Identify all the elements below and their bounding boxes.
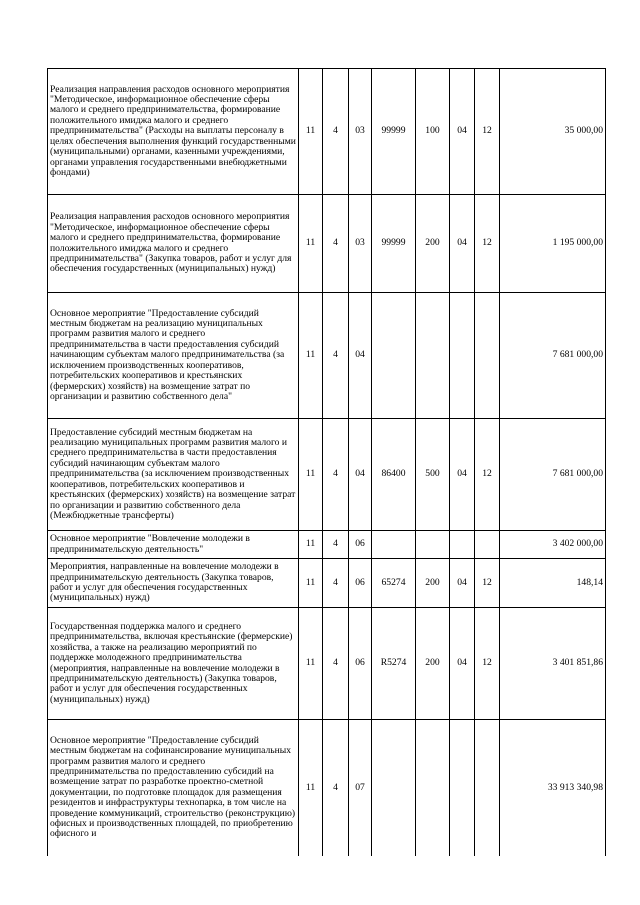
subprogram-code: 4 <box>323 531 349 559</box>
program-code: 11 <box>299 195 323 293</box>
expense-type-code: 100 <box>416 69 450 195</box>
subprogram-code: 4 <box>323 69 349 195</box>
subsection-code <box>475 720 500 856</box>
section-code <box>450 531 475 559</box>
row-description: Государственная поддержка малого и среднего предпринимательства, включая крестьянские (фермерские) хозяйства, а также на реализацию мероприятий по поддержке молодежного предпринимательства (мероприятия, направленные на вовлечение молодежи в предпринимательскую деятельность) (Закупка товаров, работ и услуг для обеспечения государственных (муниципальных) нужд) <box>48 608 299 720</box>
program-code: 11 <box>299 559 323 608</box>
subprogram-code: 4 <box>323 559 349 608</box>
program-code: 11 <box>299 419 323 531</box>
expense-type-code: 500 <box>416 419 450 531</box>
expense-type-code <box>416 293 450 419</box>
subprogram-code: 4 <box>323 720 349 856</box>
section-code: 04 <box>450 608 475 720</box>
amount: 148,14 <box>500 559 606 608</box>
section-code: 04 <box>450 559 475 608</box>
table-row <box>48 419 606 531</box>
activity-code: 03 <box>349 69 372 195</box>
program-code: 11 <box>299 293 323 419</box>
subprogram-code: 4 <box>323 608 349 720</box>
program-code: 11 <box>299 531 323 559</box>
subsection-code: 12 <box>475 195 500 293</box>
subsection-code: 12 <box>475 559 500 608</box>
subprogram-code: 4 <box>323 195 349 293</box>
activity-code: 03 <box>349 195 372 293</box>
amount: 7 681 000,00 <box>500 293 606 419</box>
direction-code: 65274 <box>372 559 416 608</box>
amount: 7 681 000,00 <box>500 419 606 531</box>
subsection-code <box>475 531 500 559</box>
section-code <box>450 720 475 856</box>
activity-code: 06 <box>349 559 372 608</box>
direction-code: 86400 <box>372 419 416 531</box>
section-code: 04 <box>450 419 475 531</box>
table-row <box>48 293 606 419</box>
section-code <box>450 293 475 419</box>
section-code: 04 <box>450 69 475 195</box>
amount: 33 913 340,98 <box>500 720 606 856</box>
activity-code: 06 <box>349 531 372 559</box>
expense-type-code: 200 <box>416 195 450 293</box>
row-description: Основное мероприятие "Вовлечение молодежи в предпринимательскую деятельность" <box>48 531 299 559</box>
amount: 1 195 000,00 <box>500 195 606 293</box>
subsection-code: 12 <box>475 608 500 720</box>
activity-code: 07 <box>349 720 372 856</box>
row-description: Основное мероприятие "Предоставление субсидий местным бюджетам на реализацию муниципальных программ развития малого и среднего предпринимательства в части предоставления субсидий начинающим субъектам малого предпринимательства (за исключением производственных кооперативов, потребительских кооперативов и крестьянских (фермерских) хозяйств) на возмещение затрат по организации и развитию собственного дела" <box>48 293 299 419</box>
row-description: Реализация направления расходов основного мероприятия "Методическое, информационное обеспечение сферы малого и среднего предпринимательства, формирование положительного имиджа малого и среднего предпринимательства" (Расходы на выплаты персоналу в целях обеспечения выполнения функций государственными (муниципальными) органами, казенными учреждениями, органами управления государственными внебюджетными фондами) <box>48 69 299 195</box>
activity-code: 06 <box>349 608 372 720</box>
amount: 35 000,00 <box>500 69 606 195</box>
row-description: Реализация направления расходов основного мероприятия "Методическое, информационное обеспечение сферы малого и среднего предпринимательства, формирование положительного имиджа малого и среднего предпринимательства" (Закупка товаров, работ и услуг для обеспечения государственных (муниципальных) нужд) <box>48 195 299 293</box>
section-code: 04 <box>450 195 475 293</box>
subprogram-code: 4 <box>323 419 349 531</box>
subsection-code: 12 <box>475 69 500 195</box>
subprogram-code: 4 <box>323 293 349 419</box>
row-description: Предоставление субсидий местным бюджетам на реализацию муниципальных программ развития малого и среднего предпринимательства в части предоставления субсидий начинающим субъектам малого предпринимательства (за исключением производственных кооперативов, потребительских кооперативов и крестьянских (фермерских) хозяйств) на возмещение затрат по организации и развитию собственного дела (Межбюджетные трансферты) <box>48 419 299 531</box>
direction-code <box>372 293 416 419</box>
activity-code: 04 <box>349 419 372 531</box>
table-row <box>48 69 606 195</box>
row-description: Мероприятия, направленные на вовлечение молодежи в предпринимательскую деятельность (Закупка товаров, работ и услуг для обеспечения государственных (муниципальных) нужд) <box>48 559 299 608</box>
direction-code: R5274 <box>372 608 416 720</box>
subsection-code: 12 <box>475 419 500 531</box>
row-description: Основное мероприятие "Предоставление субсидий местным бюджетам на софинансирование муниципальных программ развития малого и среднего предпринимательства по предоставлению субсидий на возмещение затрат по разработке проектно-сметной документации, по подготовке площадок для размещения резидентов и инфраструктуры технопарка, в том числе на проведение коммуникаций, строительство (реконструкцию) офисных и производственных площадей, по приобретению офисного и <box>48 720 299 856</box>
direction-code: 99999 <box>372 69 416 195</box>
program-code: 11 <box>299 69 323 195</box>
table-row <box>48 720 606 856</box>
table-row <box>48 195 606 293</box>
table-row <box>48 608 606 720</box>
expense-type-code <box>416 720 450 856</box>
expense-type-code: 200 <box>416 559 450 608</box>
table-row <box>48 559 606 608</box>
budget-table <box>47 68 606 856</box>
amount: 3 401 851,86 <box>500 608 606 720</box>
program-code: 11 <box>299 608 323 720</box>
table-row <box>48 531 606 559</box>
expense-type-code <box>416 531 450 559</box>
direction-code <box>372 720 416 856</box>
program-code: 11 <box>299 720 323 856</box>
expense-type-code: 200 <box>416 608 450 720</box>
activity-code: 04 <box>349 293 372 419</box>
amount: 3 402 000,00 <box>500 531 606 559</box>
direction-code: 99999 <box>372 195 416 293</box>
direction-code <box>372 531 416 559</box>
subsection-code <box>475 293 500 419</box>
